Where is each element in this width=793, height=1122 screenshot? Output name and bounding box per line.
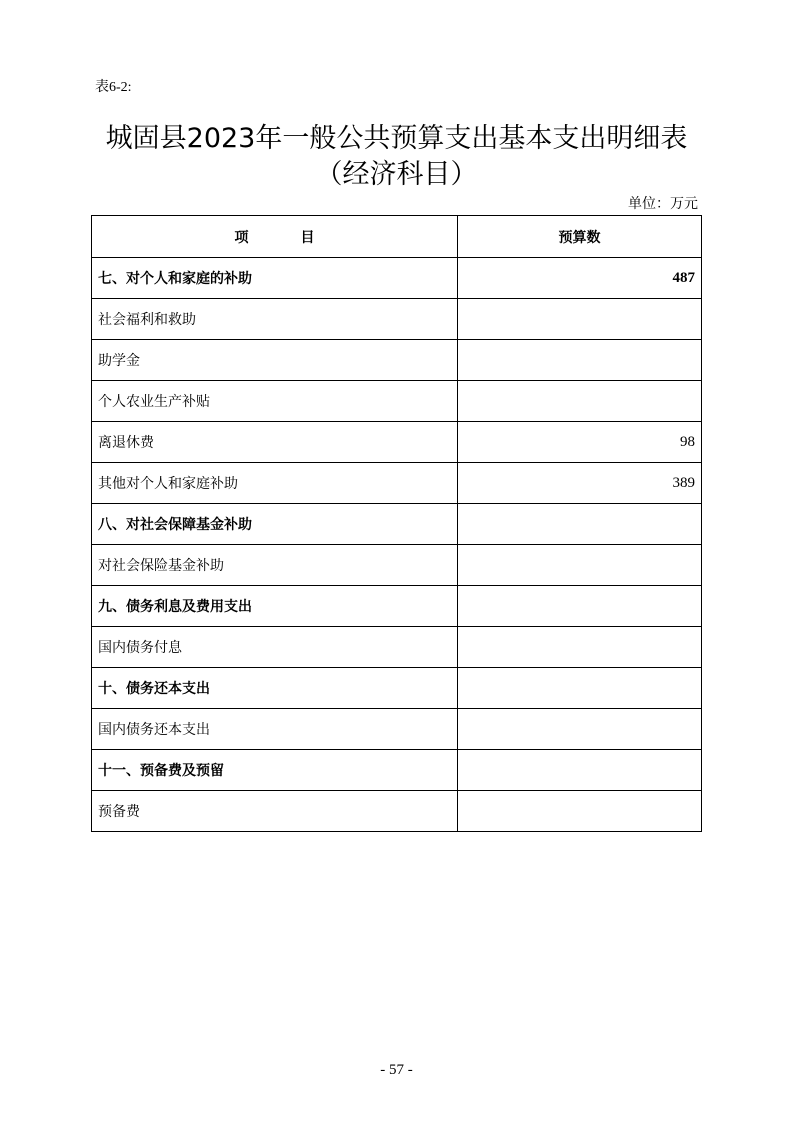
column-header-item [92, 216, 458, 258]
row-budget-value [458, 627, 702, 668]
page-number: - 57 - [380, 1062, 413, 1078]
row-item-label: 个人农业生产补贴 [92, 381, 458, 422]
category-row [92, 750, 702, 791]
category-row [92, 504, 702, 545]
table-row [92, 545, 702, 586]
row-item-label: 预备费 [92, 791, 458, 832]
table-row [92, 340, 702, 381]
column-header-item-part1: 项 [234, 229, 249, 246]
unit-label: 单位：万元 [628, 197, 698, 212]
row-item-label: 对社会保险基金补助 [92, 545, 458, 586]
table-row [92, 463, 702, 504]
row-item-label: 国内债务还本支出 [92, 709, 458, 750]
row-budget-value [458, 668, 702, 709]
column-header-item-part2: 目 [300, 229, 315, 246]
table-row [92, 381, 702, 422]
table-row [92, 299, 702, 340]
table-row [92, 709, 702, 750]
row-budget-value: 98 [458, 422, 702, 463]
table-label: 表6-2: [95, 80, 132, 95]
page-subtitle: （经济科目） [315, 159, 478, 190]
category-row [92, 258, 702, 299]
row-budget-value [458, 709, 702, 750]
row-budget-value [458, 545, 702, 586]
row-budget-value: 389 [458, 463, 702, 504]
row-item-label: 社会福利和救助 [92, 299, 458, 340]
table-header-row [92, 216, 702, 258]
row-item-label: 离退休费 [92, 422, 458, 463]
row-budget-value [458, 340, 702, 381]
row-budget-value: 487 [458, 258, 702, 299]
category-row [92, 586, 702, 627]
row-item-label: 助学金 [92, 340, 458, 381]
row-budget-value [458, 381, 702, 422]
budget-table [91, 215, 702, 832]
column-header-value: 预算数 [458, 216, 702, 258]
row-item-label: 十、债务还本支出 [92, 668, 458, 709]
row-item-label: 九、债务利息及费用支出 [92, 586, 458, 627]
row-item-label: 八、对社会保障基金补助 [92, 504, 458, 545]
row-item-label: 七、对个人和家庭的补助 [92, 258, 458, 299]
row-item-label: 国内债务付息 [92, 627, 458, 668]
row-budget-value [458, 504, 702, 545]
row-budget-value [458, 586, 702, 627]
table-body [92, 258, 702, 832]
table-row [92, 627, 702, 668]
row-item-label: 其他对个人和家庭补助 [92, 463, 458, 504]
table-row [92, 791, 702, 832]
row-budget-value [458, 750, 702, 791]
table-row [92, 422, 702, 463]
row-budget-value [458, 299, 702, 340]
page-title: 城固县2023年一般公共预算支出基本支出明细表 [105, 123, 688, 154]
row-budget-value [458, 791, 702, 832]
category-row [92, 668, 702, 709]
row-item-label: 十一、预备费及预留 [92, 750, 458, 791]
